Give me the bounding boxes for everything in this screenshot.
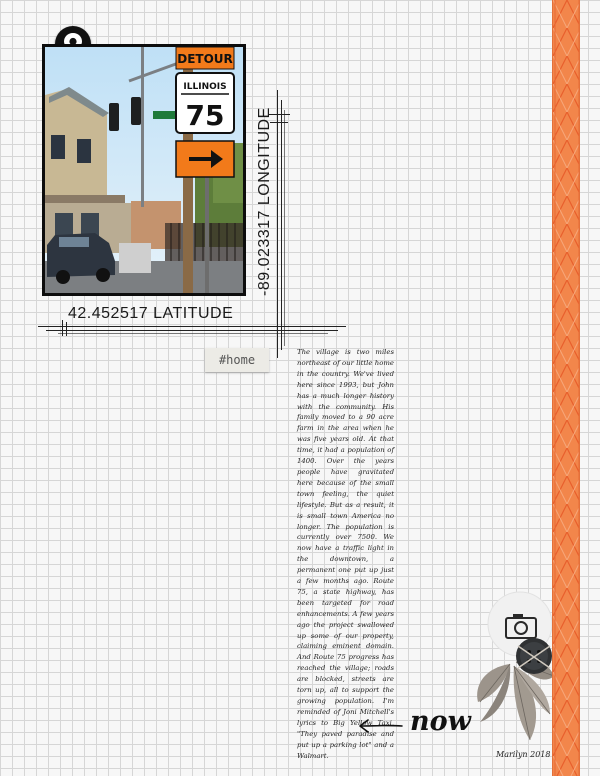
- street-photo: [45, 47, 243, 293]
- tick-mark: [62, 320, 63, 336]
- vertical-rule: [277, 90, 278, 358]
- leaf-cluster-embellishment: [470, 590, 554, 750]
- vertical-rule: [281, 100, 282, 350]
- horizontal-rule: [58, 333, 328, 334]
- now-word: now: [410, 706, 471, 737]
- horizontal-rule: [46, 330, 338, 331]
- orange-triangle-strip: [552, 0, 580, 776]
- vertical-rule: [284, 110, 285, 346]
- route-number-text: 75: [185, 99, 225, 132]
- arrow-left-icon: [357, 719, 403, 733]
- journal-text: The village is two miles northeast of our little home in the country. We've lived here since 1993, but John has a much longer history with the community. His family moved to a 90 acre farm in the area when he was five years old. At that time, it had a population of 1400. Over the years people have gravitated here because of the small town feeling, the quiet lifestyle. But as a result, it is small town America no longer. The population is currently over 7500. We now have a traffic light in the downtown, a permanent one put up just a few months ago. Route 75, a state highway, has been targeted for road enhancements. A few years ago the project swallowed up some of our property, claiming eminent domain. And Route 75 progress has reached the village; roads are blocked, streets are torn up, all to support the growing population. I'm reminded of Joni Mitchell's lyrics to Big Yellow Taxi, "They paved paradise and put up a parking lot" and a Walmart.: [297, 348, 394, 760]
- route-state-text: ILLINOIS: [183, 82, 227, 92]
- home-tag: #home: [205, 348, 269, 372]
- tick-mark: [66, 322, 67, 336]
- longitude-label: -89.023317 LONGITUDE: [256, 107, 273, 296]
- latitude-label: 42.452517 LATITUDE: [68, 305, 234, 322]
- detour-sign-text: DETOUR: [177, 52, 233, 66]
- horizontal-rule: [38, 326, 346, 327]
- photo-frame: [42, 44, 246, 296]
- signature: Marilyn 2018: [496, 750, 551, 759]
